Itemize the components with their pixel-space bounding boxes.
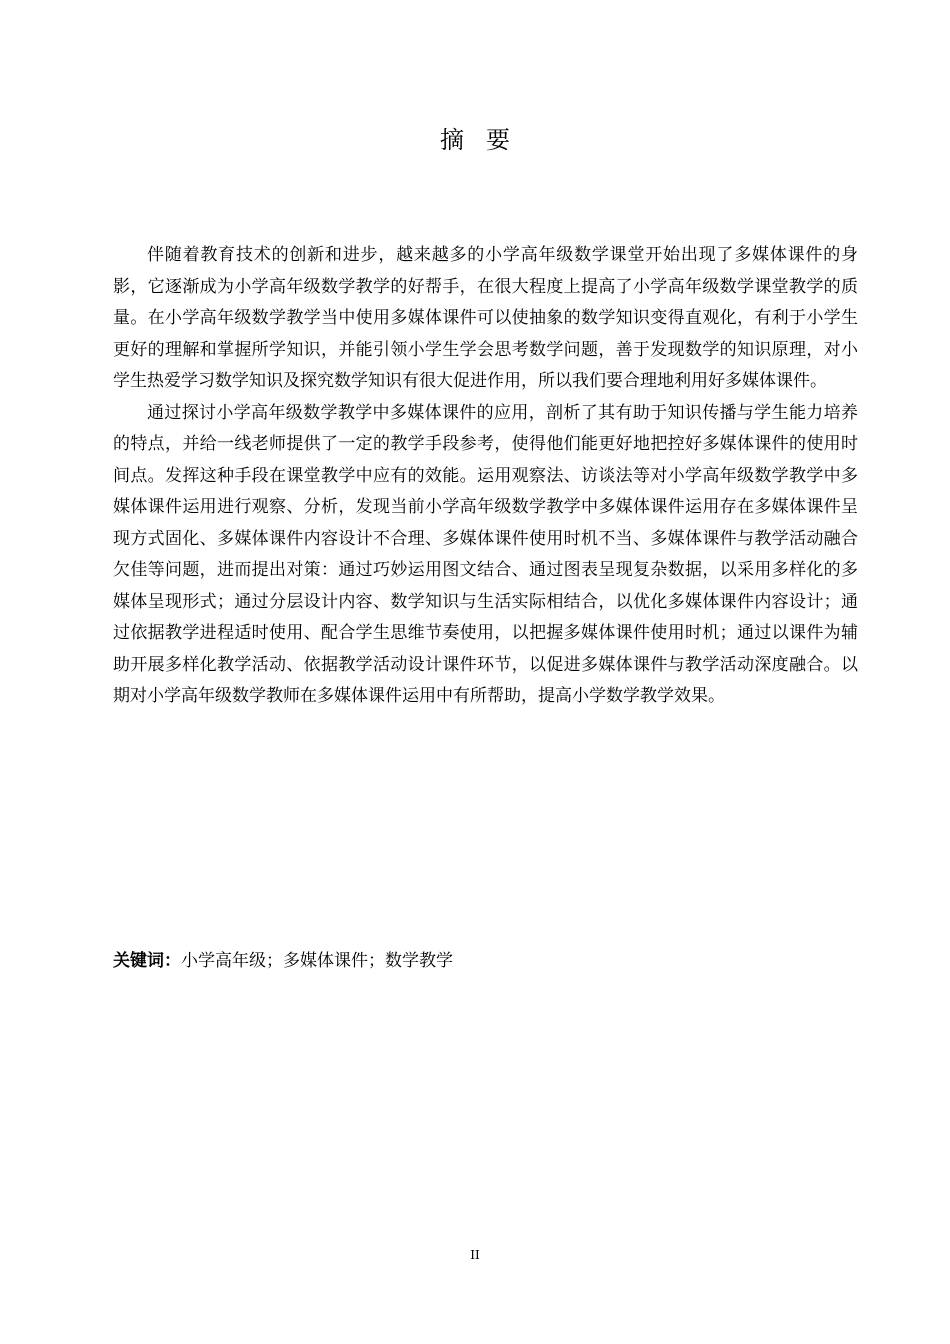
- abstract-paragraph-1: 伴随着教育技术的创新和进步，越来越多的小学高年级数学课堂开始出现了多媒体课件的身影，它逐渐成为小学高年级数学教学的好帮手，在很大程度上提高了小学高年级数学课堂教学的质量。在小学高年级数学教学当中使用多媒体课件可以使抽象的数学知识变得直观化，有利于小学生更好的理解和掌握所学知识，并能引领小学生学会思考数学问题，善于发现数学的知识原理，对小学生热爱学习数学知识及探究数学知识有很大促进作用，所以我们要合理地利用好多媒体课件。: [113, 245, 858, 391]
- keywords-label: 关键词：: [113, 951, 181, 971]
- abstract-title: 摘要: [440, 126, 532, 154]
- page-number: II: [470, 1248, 480, 1262]
- abstract-body: [113, 240, 858, 713]
- keywords-text: 小学高年级；多媒体课件；数学教学: [181, 951, 453, 971]
- keywords-line: [113, 946, 858, 978]
- abstract-paragraph-2: 通过探讨小学高年级数学教学中多媒体课件的应用，剖析了其有助于知识传播与学生能力培养的特点，并给一线老师提供了一定的教学手段参考，使得他们能更好地把控好多媒体课件的使用时间点。发挥这种手段在课堂教学中应有的效能。运用观察法、访谈法等对小学高年级数学教学中多媒体课件运用进行观察、分析，发现当前小学高年级数学教学中多媒体课件运用存在多媒体课件呈现方式固化、多媒体课件内容设计不合理、多媒体课件使用时机不当、多媒体课件与教学活动融合欠佳等问题，进而提出对策：通过巧妙运用图文结合、通过图表呈现复杂数据，以采用多样化的多媒体呈现形式；通过分层设计内容、数学知识与生活实际相结合，以优化多媒体课件内容设计；通过依据教学进程适时使用、配合学生思维节奏使用，以把握多媒体课件使用时机；通过以课件为辅助开展多样化教学活动、依据教学活动设计课件环节，以促进多媒体课件与教学活动深度融合。以期对小学高年级数学教师在多媒体课件运用中有所帮助，提高小学数学教学效果。: [113, 402, 858, 706]
